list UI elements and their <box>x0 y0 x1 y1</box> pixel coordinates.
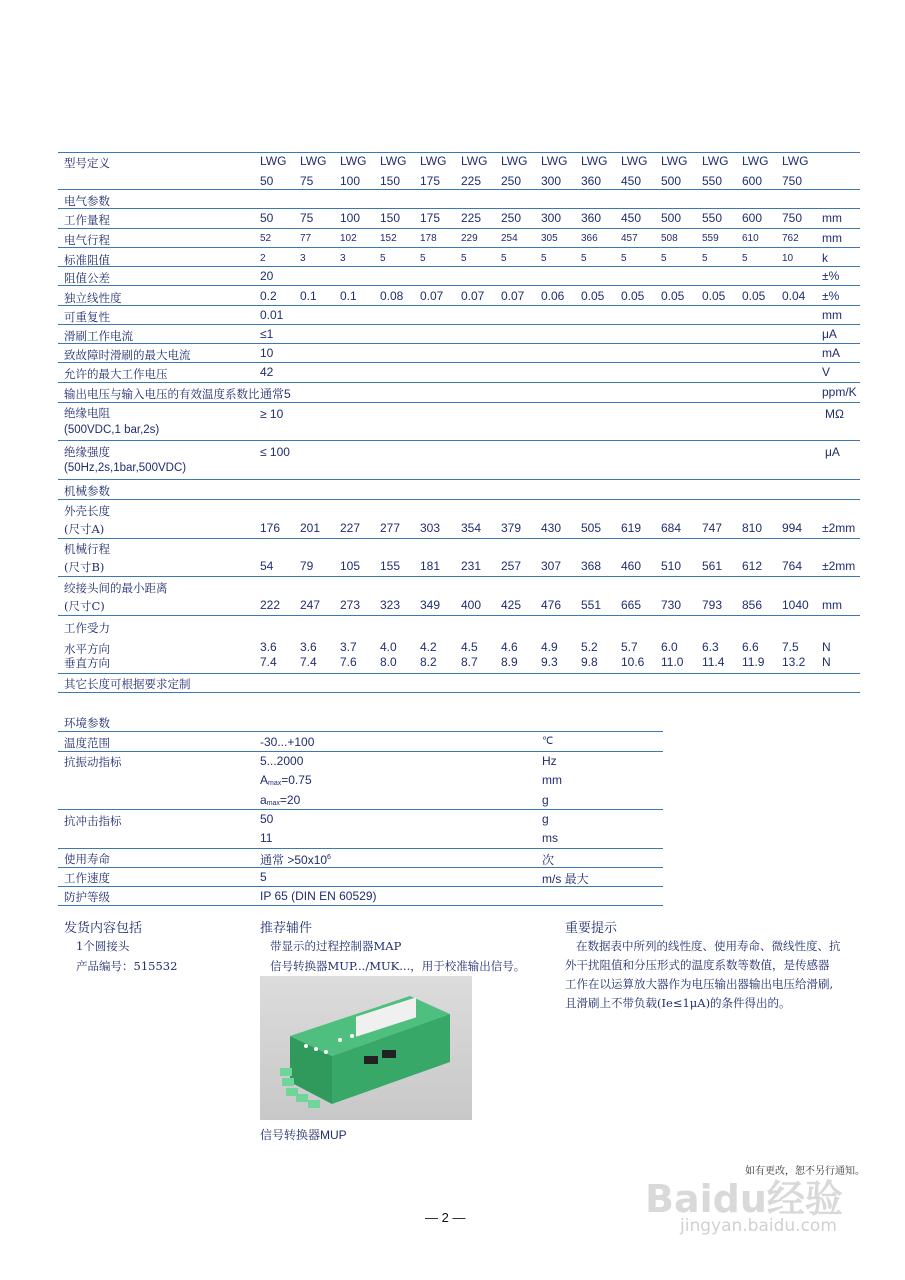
electrical-cell: 550 <box>702 211 723 225</box>
min-distance-cell: 665 <box>621 598 642 612</box>
vibration-amax: $A_{max}=0.75$ <box>260 773 312 787</box>
model-value: 100 <box>340 174 361 188</box>
model-prefix: LWG <box>501 154 528 168</box>
model-prefix: LWG <box>621 154 648 168</box>
electrical-row-label: 致故障时滑刷的最大电流 <box>64 348 191 362</box>
electrical-cell: 0.1 <box>300 289 317 303</box>
electrical-cell: 366 <box>581 233 598 244</box>
electrical-cell: 3 <box>340 253 346 264</box>
electrical-cell: 500 <box>661 211 682 225</box>
force-vertical-unit: N <box>822 655 831 669</box>
model-prefix: LWG <box>702 154 729 168</box>
force-h-cell: 3.6 <box>300 640 317 654</box>
notice-title: 重要提示 <box>565 920 618 935</box>
force-label: 工作受力 <box>64 621 110 635</box>
insulation-resistance-value: ≥ 10 <box>260 407 284 421</box>
force-v-cell: 13.2 <box>782 655 806 669</box>
electrical-row-unit: ±% <box>822 269 840 283</box>
min-distance-cell: 476 <box>541 598 562 612</box>
life-label: 使用寿命 <box>64 852 110 866</box>
force-v-cell: 10.6 <box>621 655 645 669</box>
force-h-cell: 3.7 <box>340 640 357 654</box>
electrical-cell: 152 <box>380 233 397 244</box>
electrical-cell: 0.1 <box>340 289 357 303</box>
electrical-row-label: 独立线性度 <box>64 291 122 305</box>
electrical-cell: 0.08 <box>380 289 404 303</box>
electrical-row-unit: ±% <box>822 289 840 303</box>
model-prefix: LWG <box>661 154 688 168</box>
force-h-cell: 6.3 <box>702 640 719 654</box>
model-value: 250 <box>501 174 522 188</box>
housing-cell: 505 <box>581 521 602 535</box>
model-value: 50 <box>260 174 274 188</box>
electrical-cell: 750 <box>782 211 803 225</box>
force-v-cell: 11.0 <box>661 655 684 669</box>
force-h-cell: 5.2 <box>581 640 598 654</box>
force-h-cell: 4.2 <box>420 640 437 654</box>
electrical-row-unit: ppm/K <box>822 385 857 399</box>
electrical-cell: 50 <box>260 211 274 225</box>
notice-line-2: 外干扰阻值和分压形式的温度系数等数值，是传感器 <box>565 958 830 972</box>
model-prefix: LWG <box>782 154 809 168</box>
force-v-cell: 11.9 <box>742 655 765 669</box>
travel-cell: 510 <box>661 559 682 573</box>
housing-cell: 303 <box>420 521 441 535</box>
signal-converter-illustration <box>260 976 472 1120</box>
electrical-cell: 0.05 <box>742 289 766 303</box>
electrical-cell: 457 <box>621 233 638 244</box>
electrical-cell: 5 <box>501 253 507 264</box>
electrical-single-value: 10 <box>260 346 274 360</box>
force-horizontal-label: 水平方向 <box>64 642 110 656</box>
electrical-cell: 5 <box>661 253 667 264</box>
electrical-cell: 0.07 <box>461 289 485 303</box>
min-distance-unit: mm <box>822 598 842 612</box>
electrical-cell: 10 <box>782 253 794 264</box>
electrical-cell: 5 <box>702 253 708 264</box>
travel-cell: 105 <box>340 559 361 573</box>
electrical-cell: 77 <box>300 233 312 244</box>
travel-cell: 561 <box>702 559 723 573</box>
travel-cell: 79 <box>300 559 314 573</box>
model-prefix: LWG <box>541 154 568 168</box>
electrical-row-label: 允许的最大工作电压 <box>64 367 168 381</box>
model-value: 450 <box>621 174 642 188</box>
housing-cell: 227 <box>340 521 361 535</box>
force-v-cell: 8.2 <box>420 655 437 669</box>
model-prefix: LWG <box>380 154 407 168</box>
travel-cell: 764 <box>782 559 803 573</box>
electrical-row-label: 阻值公差 <box>64 271 110 285</box>
housing-cell: 277 <box>380 521 401 535</box>
vibration-freq: 5...2000 <box>260 754 304 768</box>
mechanical-title: 机械参数 <box>64 484 110 498</box>
insulation-resistance-sublabel: (500VDC,1 bar,2s) <box>64 424 160 436</box>
electrical-row-label: 标准阻值 <box>64 253 110 267</box>
travel-label: 机械行程 <box>64 542 110 556</box>
electrical-row-unit: mm <box>822 231 842 245</box>
model-prefix: LWG <box>260 154 287 168</box>
insulation-strength-value: ≤ 100 <box>260 445 290 459</box>
shock-g: 50 <box>260 812 274 826</box>
electrical-cell: 0.2 <box>260 289 277 303</box>
insulation-resistance-unit: MΩ <box>825 407 844 421</box>
electrical-cell: 5 <box>621 253 627 264</box>
electrical-cell: 5 <box>541 253 547 264</box>
electrical-cell: 0.05 <box>702 289 726 303</box>
model-value: 500 <box>661 174 682 188</box>
housing-cell: 684 <box>661 521 682 535</box>
model-prefix: LWG <box>581 154 608 168</box>
min-distance-cell: 273 <box>340 598 361 612</box>
electrical-row-unit: mA <box>822 346 840 360</box>
temp-value: -30...+100 <box>260 735 315 749</box>
custom-length-note: 其它长度可根据要求定制 <box>64 677 191 691</box>
electrical-title: 电气参数 <box>64 194 110 208</box>
travel-cell: 368 <box>581 559 602 573</box>
electrical-cell: 5 <box>742 253 748 264</box>
min-distance-cell: 247 <box>300 598 321 612</box>
electrical-cell: 5 <box>461 253 467 264</box>
model-value: 600 <box>742 174 763 188</box>
disclaimer: 如有更改，恕不另行通知。 <box>745 1166 865 1177</box>
electrical-cell: 225 <box>461 211 482 225</box>
electrical-cell: 5 <box>420 253 426 264</box>
watermark-url: jingyan.baidu.com <box>680 1216 837 1236</box>
force-h-cell: 3.6 <box>260 640 277 654</box>
min-distance-cell: 400 <box>461 598 482 612</box>
min-distance-sublabel: (尺寸C) <box>64 599 105 613</box>
notice-line-3: 工作在以运算放大器作为电压输出器输出电压给滑刷, <box>565 977 834 991</box>
model-value: 175 <box>420 174 441 188</box>
model-prefix: LWG <box>742 154 769 168</box>
housing-label: 外壳长度 <box>64 504 110 518</box>
force-v-cell: 8.9 <box>501 655 518 669</box>
insulation-resistance-label: 绝缘电阻 <box>64 406 110 420</box>
min-distance-label: 绞接头间的最小距离 <box>64 581 168 595</box>
min-distance-cell: 222 <box>260 598 281 612</box>
temp-label: 温度范围 <box>64 736 110 750</box>
electrical-cell: 254 <box>501 233 518 244</box>
travel-cell: 181 <box>420 559 441 573</box>
force-v-cell: 9.8 <box>581 655 598 669</box>
min-distance-cell: 323 <box>380 598 401 612</box>
delivery-line1: 1个圆接头 <box>76 939 130 953</box>
force-v-cell: 7.6 <box>340 655 357 669</box>
housing-cell: 201 <box>300 521 321 535</box>
min-distance-cell: 1040 <box>782 598 809 612</box>
model-value: 550 <box>702 174 723 188</box>
min-distance-cell: 856 <box>742 598 763 612</box>
housing-cell: 354 <box>461 521 482 535</box>
travel-cell: 612 <box>742 559 763 573</box>
electrical-single-value: 0.01 <box>260 308 284 322</box>
delivery-title: 发货内容包括 <box>64 920 143 935</box>
force-h-cell: 4.5 <box>461 640 478 654</box>
force-h-cell: 6.6 <box>742 640 759 654</box>
vibration-amax-unit: mm <box>542 773 562 787</box>
housing-sublabel: (尺寸A) <box>64 522 105 536</box>
travel-unit: ±2mm <box>822 559 856 573</box>
notice-line-1: 在数据表中所列的线性度、使用寿命、微线性度、抗 <box>576 939 841 953</box>
travel-sublabel: (尺寸B) <box>64 560 105 574</box>
housing-cell: 176 <box>260 521 281 535</box>
travel-cell: 460 <box>621 559 642 573</box>
electrical-cell: 75 <box>300 211 314 225</box>
electrical-cell: 508 <box>661 233 678 244</box>
travel-cell: 231 <box>461 559 482 573</box>
vibration-freq-unit: Hz <box>542 754 557 768</box>
electrical-cell: 5 <box>380 253 386 264</box>
model-value: 300 <box>541 174 562 188</box>
electrical-cell: 100 <box>340 211 361 225</box>
electrical-cell: 762 <box>782 233 799 244</box>
model-value: 225 <box>461 174 482 188</box>
electrical-row-label: 输出电压与输入电压的有效温度系数比 <box>64 387 260 401</box>
electrical-cell: 250 <box>501 211 522 225</box>
electrical-single-value: 20 <box>260 269 274 283</box>
travel-cell: 54 <box>260 559 274 573</box>
photo-caption: 信号转换器MUP <box>260 1128 347 1142</box>
force-v-cell: 8.7 <box>461 655 478 669</box>
watermark-logo: Baidu经验 <box>645 1177 843 1221</box>
protection-label: 防护等级 <box>64 890 110 904</box>
min-distance-cell: 425 <box>501 598 522 612</box>
electrical-row-unit: mm <box>822 211 842 225</box>
vibration-acc-unit: g <box>542 793 549 807</box>
electrical-cell: 102 <box>340 233 357 244</box>
electrical-cell: 3 <box>300 253 306 264</box>
travel-cell: 307 <box>541 559 562 573</box>
electrical-cell: 450 <box>621 211 642 225</box>
electrical-row-unit: μA <box>822 327 837 341</box>
force-vertical-label: 垂直方向 <box>64 656 110 670</box>
min-distance-cell: 349 <box>420 598 441 612</box>
electrical-row-label: 滑刷工作电流 <box>64 329 133 343</box>
accessories-line1: 带显示的过程控制器MAP <box>270 939 402 953</box>
housing-cell: 430 <box>541 521 562 535</box>
vibration-acc: $a_{max}=20$ <box>260 793 301 807</box>
housing-unit: ±2mm <box>822 521 856 535</box>
travel-cell: 257 <box>501 559 522 573</box>
electrical-cell: 229 <box>461 233 478 244</box>
environment-title: 环境参数 <box>64 716 110 730</box>
delivery-line2: 产品编号：515532 <box>76 959 178 973</box>
housing-cell: 747 <box>702 521 723 535</box>
electrical-cell: 0.06 <box>541 289 565 303</box>
electrical-cell: 0.05 <box>661 289 685 303</box>
accessories-line2: 信号转换器MUP.../MUK...，用于校准输出信号。 <box>270 959 526 973</box>
housing-cell: 619 <box>621 521 642 535</box>
min-distance-cell: 793 <box>702 598 723 612</box>
force-v-cell: 7.4 <box>260 655 277 669</box>
model-prefix: LWG <box>420 154 447 168</box>
force-h-cell: 4.9 <box>541 640 558 654</box>
travel-cell: 155 <box>380 559 401 573</box>
model-value: 150 <box>380 174 401 188</box>
electrical-row-unit: mm <box>822 308 842 322</box>
electrical-cell: 0.04 <box>782 289 806 303</box>
electrical-cell: 610 <box>742 233 759 244</box>
force-v-cell: 9.3 <box>541 655 558 669</box>
electrical-row-unit: V <box>822 365 831 379</box>
electrical-cell: 178 <box>420 233 437 244</box>
force-h-cell: 4.6 <box>501 640 518 654</box>
speed-value: 5 <box>260 870 267 884</box>
housing-cell: 810 <box>742 521 763 535</box>
electrical-row-label: 工作量程 <box>64 213 110 227</box>
electrical-cell: 150 <box>380 211 401 225</box>
model-prefix: LWG <box>461 154 488 168</box>
model-value: 75 <box>300 174 314 188</box>
housing-cell: 379 <box>501 521 522 535</box>
insulation-strength-sublabel: (50Hz,2s,1bar,500VDC) <box>64 462 187 474</box>
speed-unit: m/s 最大 <box>542 872 589 886</box>
electrical-cell: 300 <box>541 211 562 225</box>
page-number: — 2 — <box>425 1210 466 1225</box>
electrical-cell: 52 <box>260 233 272 244</box>
electrical-cell: 0.07 <box>420 289 444 303</box>
electrical-cell: 0.05 <box>621 289 645 303</box>
electrical-cell: 360 <box>581 211 602 225</box>
mup-product-photo <box>260 976 472 1120</box>
notice-line-4: 且滑刷上不带负载(Ie≤1μA)的条件得出的。 <box>565 996 791 1010</box>
speed-label: 工作速度 <box>64 871 110 885</box>
shock-g-unit: g <box>542 812 549 826</box>
electrical-row-label: 可重复性 <box>64 310 110 324</box>
electrical-cell: 0.05 <box>581 289 605 303</box>
min-distance-cell: 730 <box>661 598 682 612</box>
force-horizontal-unit: N <box>822 640 831 654</box>
electrical-single-value: 42 <box>260 365 274 379</box>
electrical-cell: 600 <box>742 211 763 225</box>
electrical-cell: 559 <box>702 233 719 244</box>
accessories-title: 推荐辅件 <box>260 920 313 935</box>
model-value: 360 <box>581 174 602 188</box>
force-h-cell: 7.5 <box>782 640 799 654</box>
housing-cell: 994 <box>782 521 803 535</box>
electrical-cell: 2 <box>260 253 266 264</box>
min-distance-cell: 551 <box>581 598 602 612</box>
electrical-cell: 5 <box>581 253 587 264</box>
force-h-cell: 5.7 <box>621 640 638 654</box>
shock-ms-unit: ms <box>542 831 558 845</box>
electrical-single-value: ≤1 <box>260 327 274 341</box>
model-prefix: LWG <box>340 154 367 168</box>
shock-label: 抗冲击指标 <box>64 814 122 828</box>
electrical-cell: 175 <box>420 211 441 225</box>
force-v-cell: 7.4 <box>300 655 317 669</box>
temp-unit: ℃ <box>542 736 554 747</box>
force-v-cell: 8.0 <box>380 655 397 669</box>
electrical-cell: 305 <box>541 233 558 244</box>
shock-ms: 11 <box>260 831 273 845</box>
force-h-cell: 4.0 <box>380 640 397 654</box>
vibration-label: 抗振动指标 <box>64 755 122 769</box>
insulation-strength-label: 绝缘强度 <box>64 445 110 459</box>
model-value: 750 <box>782 174 803 188</box>
model-prefix: LWG <box>300 154 327 168</box>
insulation-strength-unit: μA <box>825 445 840 459</box>
life-value: 通常 $>50x10^6$ <box>260 853 331 867</box>
protection-value: IP 65 (DIN EN 60529) <box>260 889 377 903</box>
force-h-cell: 6.0 <box>661 640 678 654</box>
life-unit: 次 <box>542 853 555 867</box>
force-v-cell: 11.4 <box>702 655 725 669</box>
electrical-cell: 0.07 <box>501 289 525 303</box>
model-label: 型号定义 <box>64 156 110 170</box>
electrical-row-label: 电气行程 <box>64 233 110 247</box>
electrical-single-value: 通常5 <box>260 387 291 401</box>
electrical-row-unit: k <box>822 251 828 265</box>
